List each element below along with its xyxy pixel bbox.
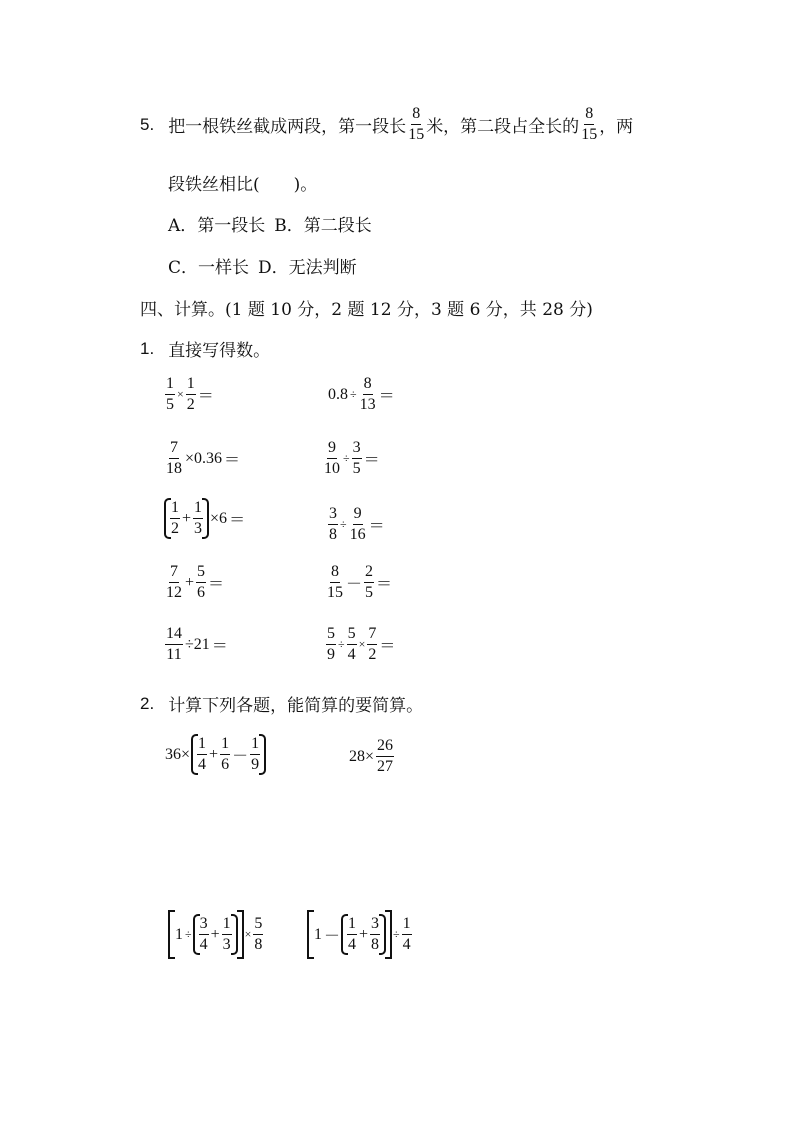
parenthesis: $\frac{1}{4}$ + $\frac{3}{8}$	[343, 916, 384, 953]
question-5-line1	[140, 106, 633, 143]
expr-2-4: 1 － $\frac{1}{4}$ + $\frac{3}{8}$ ÷ $\frac{1}{4}$	[307, 916, 413, 953]
question-5-line2: 段铁丝相比( )。	[168, 175, 318, 195]
expr-2-1: 36× $\frac{1}{4}$ + $\frac{1}{6}$ － $\frac{1}{9}$	[164, 736, 266, 773]
problem-2-title	[140, 691, 423, 716]
expr-2-2: 28× $\frac{26}{27}$	[349, 737, 394, 775]
bracket: 1 ÷ $\frac{3}{4}$ + $\frac{1}{3}$	[170, 916, 242, 953]
bracket: 1 － $\frac{1}{4}$ + $\frac{3}{8}$	[309, 916, 390, 953]
option-c: C．一样长	[168, 258, 250, 278]
question-number: 5.	[140, 114, 155, 134]
expr-4-right: $\frac{8}{15}$ － $\frac{2}{5}$ ＝	[327, 563, 393, 601]
expr-5-right: $\frac{5}{9}$ ÷ $\frac{5}{4}$ × $\frac{7}{2}$ ＝	[327, 625, 396, 663]
expr-1-left: $\frac{1}{5}$ × $\frac{1}{2}$ ＝	[166, 375, 214, 413]
question-text: ，两	[599, 117, 634, 137]
parenthesis: $\frac{1}{4}$ + $\frac{1}{6}$ － $\frac{1}{9}$	[193, 736, 264, 773]
fraction: $\frac{8}{15}$	[408, 105, 425, 143]
parenthesis: $\frac{1}{2}$ + $\frac{1}{3}$	[166, 500, 207, 537]
expr-2-3: 1 ÷ $\frac{3}{4}$ + $\frac{1}{3}$ × $\frac{5}{8}$	[168, 916, 264, 953]
problem-number: 1.	[140, 338, 155, 358]
expr-5-left: $\frac{14}{11}$ ÷21 ＝	[166, 625, 228, 663]
options-row-1	[168, 211, 372, 236]
section-heading: 四、计算。(1 题 10 分，2 题 12 分，3 题 6 分，共 28 分)	[140, 300, 593, 320]
expr-2-right: $\frac{9}{10}$ ÷ $\frac{3}{5}$ ＝	[324, 439, 380, 477]
expr-1-right: 0.8 ÷ $\frac{8}{13}$ ＝	[328, 375, 395, 413]
options-row-2	[168, 253, 357, 278]
expr-2-left: $\frac{7}{18}$ ×0.36 ＝	[166, 439, 241, 477]
question-text: 米，第二段占全长的	[426, 117, 580, 137]
expr-3-right: $\frac{3}{8}$ ÷ $\frac{9}{16}$ ＝	[329, 505, 385, 543]
parenthesis: $\frac{3}{4}$ + $\frac{1}{3}$	[195, 916, 236, 953]
option-a: A．第一段长	[168, 216, 266, 236]
problem-title: 计算下列各题，能简算的要简算。	[168, 696, 424, 716]
problem-number: 2.	[140, 693, 155, 713]
expr-4-left: $\frac{7}{12}$ + $\frac{5}{6}$ ＝	[166, 563, 225, 601]
expr-3-left: $\frac{1}{2}$ + $\frac{1}{3}$ ×6 ＝	[164, 500, 245, 537]
option-b: B．第二段长	[274, 216, 372, 236]
fraction: $\frac{8}{15}$	[581, 105, 598, 143]
problem-1-title	[140, 336, 270, 361]
question-text: 把一根铁丝截成两段，第一段长	[168, 117, 407, 137]
option-d: D．无法判断	[258, 258, 357, 278]
problem-title: 直接写得数。	[168, 341, 271, 361]
